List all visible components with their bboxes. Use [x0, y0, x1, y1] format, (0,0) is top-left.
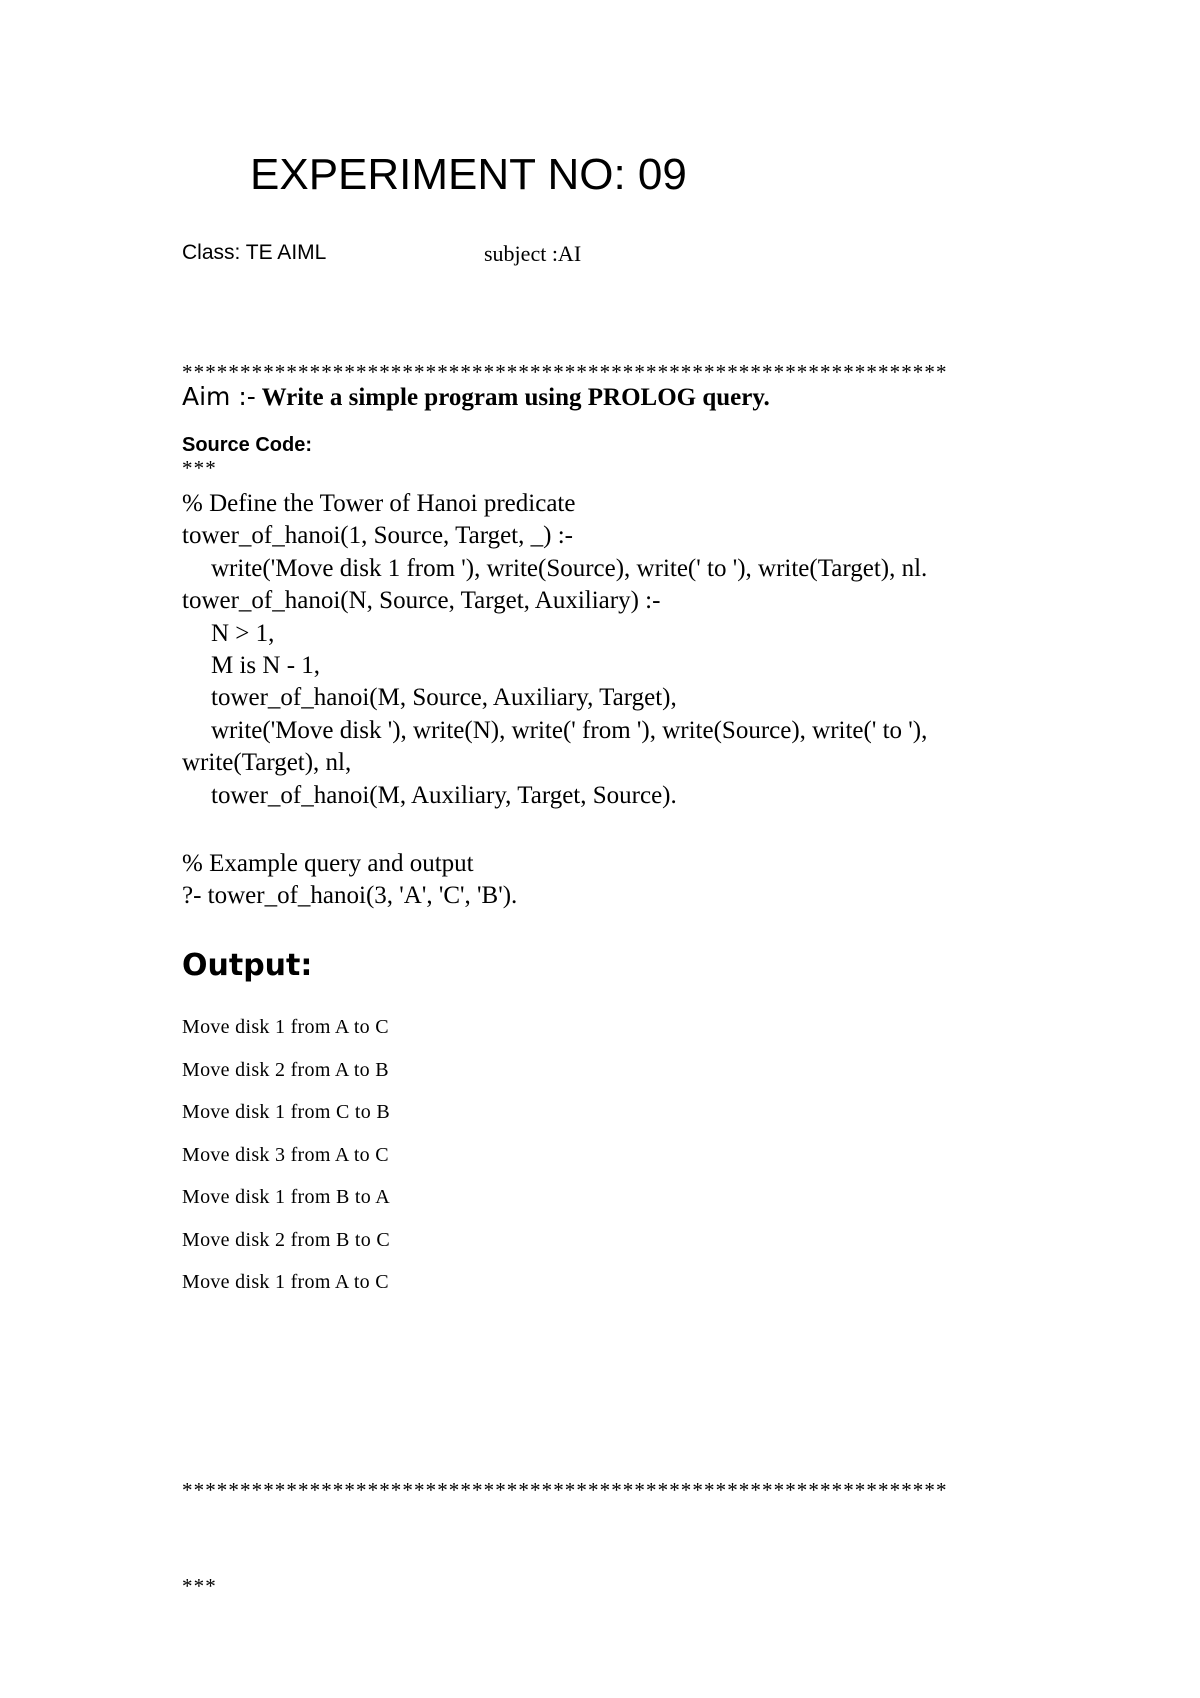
code-line: N > 1, — [211, 619, 275, 647]
source-code-block — [182, 488, 1062, 812]
output-line: Move disk 1 from A to C — [182, 1271, 389, 1293]
code-line: write('Move disk '), write(N), write(' from '), write(Source), write(' to '), — [211, 716, 928, 744]
experiment-title: EXPERIMENT NO: 09 — [250, 150, 687, 199]
subject-label: subject :AI — [484, 241, 582, 266]
aim-statement — [182, 382, 770, 412]
separator-bottom — [182, 1410, 948, 1666]
separator-bottom-line2: *** — [182, 1574, 217, 1598]
code-line: tower_of_hanoi(M, Auxiliary, Target, Source). — [211, 781, 677, 809]
example-query-block — [182, 848, 517, 913]
code-line: tower_of_hanoi(M, Source, Auxiliary, Target), — [211, 684, 677, 712]
output-line: Move disk 3 from A to C — [182, 1143, 389, 1166]
code-line: M is N - 1, — [211, 651, 321, 679]
output-line: Move disk 1 from B to A — [182, 1186, 391, 1208]
output-line: Move disk 1 from C to B — [182, 1101, 391, 1123]
aim-text: Write a simple program using PROLOG query. — [255, 384, 770, 411]
source-code-heading: Source Code: — [182, 434, 313, 456]
code-line: tower_of_hanoi(N, Source, Target, Auxiliary) :- — [182, 587, 661, 615]
example-comment: % Example query and output — [182, 850, 474, 877]
output-line: Move disk 2 from A to B — [182, 1058, 389, 1081]
aim-label: Aim :- — [182, 382, 256, 411]
output-list — [182, 1014, 390, 1312]
output-line: Move disk 1 from A to C — [182, 1016, 389, 1038]
example-query: ?- tower_of_hanoi(3, 'A', 'C', 'B'). — [182, 882, 518, 910]
code-line: tower_of_hanoi(1, Source, Target, _) :- — [182, 522, 573, 550]
code-line: write(Target), nl, — [182, 749, 352, 777]
class-label: Class: TE AIML — [182, 241, 327, 264]
output-heading: Output: — [182, 948, 313, 983]
code-line: % Define the Tower of Hanoi predicate — [182, 490, 576, 517]
separator-top-line1: ****************************************************************** — [182, 360, 948, 384]
code-line: write('Move disk 1 from '), write(Source), write(' to '), write(Target), nl. — [211, 554, 928, 582]
separator-top-line2: *** — [182, 456, 217, 480]
separator-bottom-line1: ****************************************************************** — [182, 1478, 948, 1502]
output-line: Move disk 2 from B to C — [182, 1228, 391, 1251]
